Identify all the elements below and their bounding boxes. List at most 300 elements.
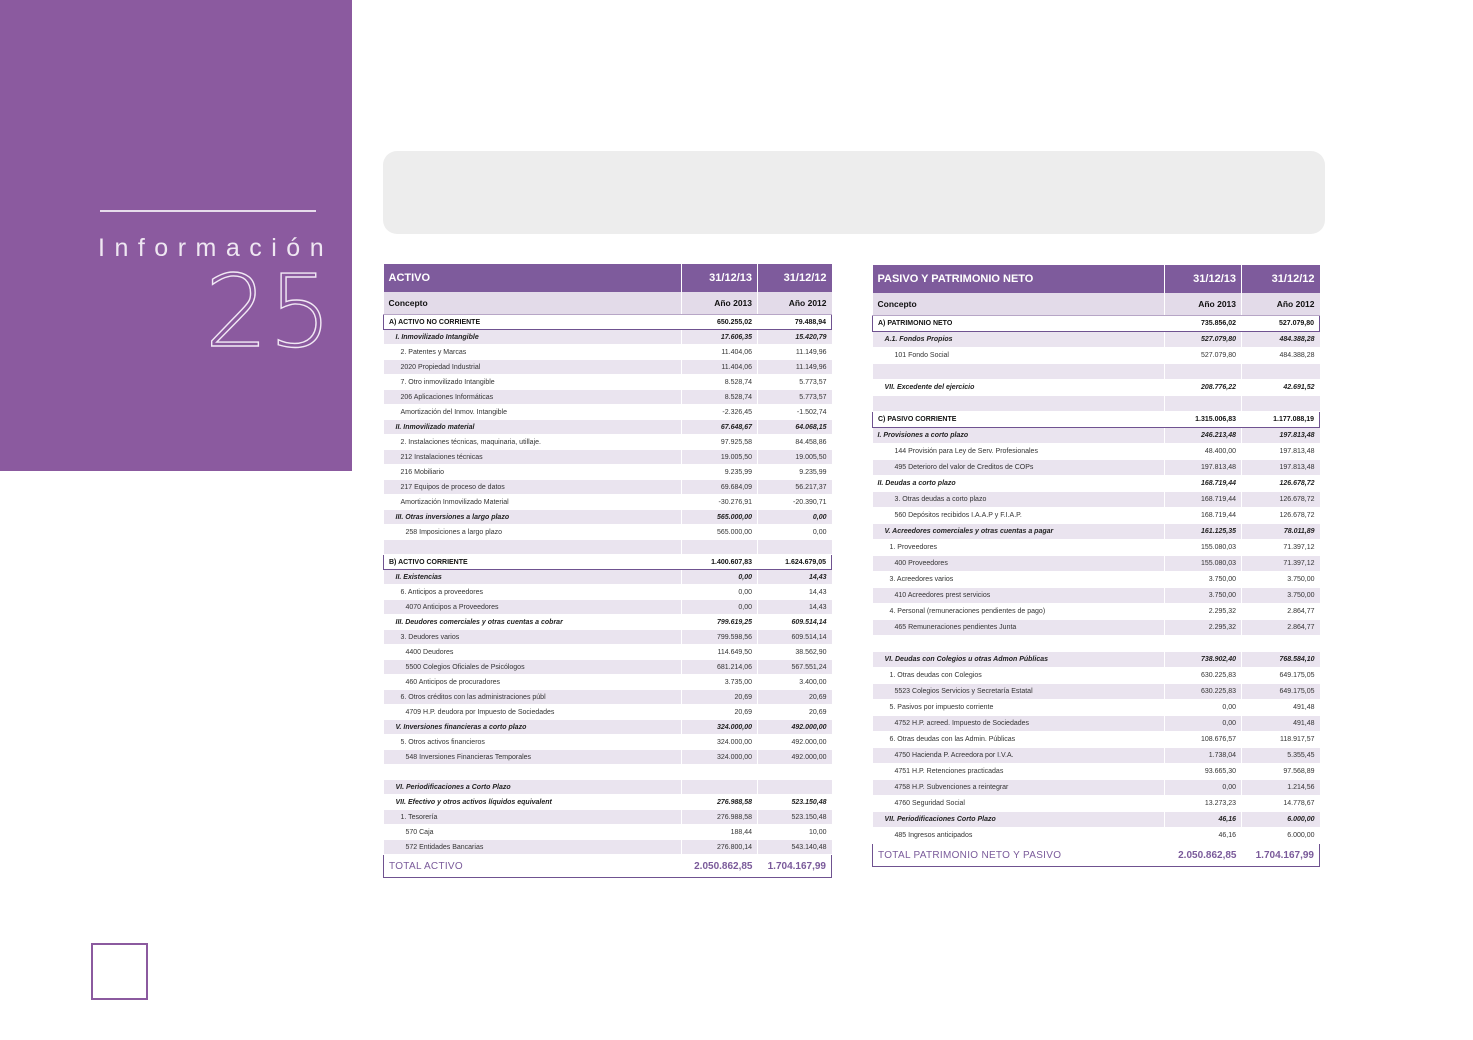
row-value-2012: 9.235,99 [758, 465, 832, 480]
table-row [873, 396, 1320, 412]
activo-table [383, 264, 832, 878]
row-concept: VII. Excedente del ejercicio [873, 380, 1165, 396]
row-value-2013: 48.400,00 [1165, 444, 1242, 460]
row-concept: V. Inversiones financieras a corto plazo [384, 720, 682, 735]
table-row [384, 660, 832, 675]
row-value-2012: -20.390,71 [758, 495, 832, 510]
row-value-2012 [1242, 636, 1320, 652]
table-row [384, 345, 832, 360]
row-value-2013: 17.606,35 [682, 330, 758, 345]
row-value-2012: 197.813,48 [1242, 444, 1320, 460]
table-row [873, 572, 1320, 588]
table-row [873, 684, 1320, 700]
row-value-2013: 1.315.006,83 [1165, 412, 1242, 428]
row-value-2013: 1.400.607,83 [682, 555, 758, 570]
row-value-2013 [682, 540, 758, 555]
table-row [384, 435, 832, 450]
table-row [384, 330, 832, 345]
row-value-2012: 14.778,67 [1242, 796, 1320, 812]
row-concept: 4400 Deudores [384, 645, 682, 660]
row-value-2012: 118.917,57 [1242, 732, 1320, 748]
section-title: Información [98, 234, 334, 262]
row-value-2012 [758, 540, 832, 555]
row-value-2013: 0,00 [682, 585, 758, 600]
row-value-2013: 168.719,44 [1165, 508, 1242, 524]
table-row [873, 716, 1320, 732]
row-concept: 548 Inversiones Financieras Temporales [384, 750, 682, 765]
table-row [873, 412, 1320, 428]
row-concept: VII. Periodificaciones Corto Plazo [873, 812, 1165, 828]
table-row [873, 524, 1320, 540]
activo-total-label: TOTAL ACTIVO [384, 855, 682, 878]
table-row [873, 828, 1320, 844]
table-row [873, 508, 1320, 524]
row-concept: 460 Anticipos de procuradores [384, 675, 682, 690]
row-value-2013: 276.988,58 [682, 795, 758, 810]
row-value-2012: 3.750,00 [1242, 572, 1320, 588]
row-value-2013: 67.648,67 [682, 420, 758, 435]
table-row [873, 764, 1320, 780]
table-row [384, 795, 832, 810]
row-concept: 4070 Anticipos a Proveedores [384, 600, 682, 615]
row-value-2013: 11.404,06 [682, 345, 758, 360]
row-value-2013: 13.273,23 [1165, 796, 1242, 812]
row-value-2013: 20,69 [682, 690, 758, 705]
row-concept: 4758 H.P. Subvenciones a reintegrar [873, 780, 1165, 796]
row-concept: 2. Patentes y Marcas [384, 345, 682, 360]
row-concept: 570 Caja [384, 825, 682, 840]
table-row [873, 348, 1320, 364]
table-row [873, 668, 1320, 684]
row-concept: I. Inmovilizado Intangible [384, 330, 682, 345]
row-concept: 5500 Colegios Oficiales de Psicólogos [384, 660, 682, 675]
row-value-2013: 208.776,22 [1165, 380, 1242, 396]
row-value-2013: 681.214,06 [682, 660, 758, 675]
row-value-2012: 484.388,28 [1242, 348, 1320, 364]
row-value-2013: 527.079,80 [1165, 332, 1242, 348]
row-value-2013 [1165, 396, 1242, 412]
table-row [384, 765, 832, 780]
row-concept [873, 364, 1165, 380]
row-value-2012: 64.068,15 [758, 420, 832, 435]
row-concept: Amortización del Inmov. Intangible [384, 405, 682, 420]
activo-col2-date: 31/12/12 [758, 264, 832, 292]
row-value-2013: 630.225,83 [1165, 684, 1242, 700]
row-value-2012: 15.420,79 [758, 330, 832, 345]
row-concept: II. Existencias [384, 570, 682, 585]
table-row [873, 476, 1320, 492]
table-row [384, 780, 832, 795]
row-value-2013: 69.684,09 [682, 480, 758, 495]
row-concept: 7. Otro inmovilizado Intangible [384, 375, 682, 390]
row-concept: 465 Remuneraciones pendientes Junta [873, 620, 1165, 636]
row-value-2012: 19.005,50 [758, 450, 832, 465]
row-value-2013: 114.649,50 [682, 645, 758, 660]
table-row [384, 600, 832, 615]
row-value-2012: 0,00 [758, 510, 832, 525]
row-value-2013: 161.125,35 [1165, 524, 1242, 540]
table-row [873, 556, 1320, 572]
row-value-2013: 155.080,03 [1165, 540, 1242, 556]
row-value-2012: 1.214,56 [1242, 780, 1320, 796]
table-row [384, 555, 832, 570]
row-value-2013: 8.528,74 [682, 390, 758, 405]
row-value-2012: 3.750,00 [1242, 588, 1320, 604]
row-value-2013: 3.750,00 [1165, 588, 1242, 604]
pasivo-subheader-row [873, 293, 1320, 316]
row-concept: 1. Proveedores [873, 540, 1165, 556]
row-concept: 1. Otras deudas con Colegios [873, 668, 1165, 684]
row-concept: II. Deudas a corto plazo [873, 476, 1165, 492]
row-value-2012: 42.691,52 [1242, 380, 1320, 396]
table-row [384, 585, 832, 600]
row-concept: 212 Instalaciones técnicas [384, 450, 682, 465]
row-value-2013: 630.225,83 [1165, 668, 1242, 684]
activo-col1-date: 31/12/13 [682, 264, 758, 292]
row-concept: 3. Deudores varios [384, 630, 682, 645]
header-panel [383, 151, 1325, 234]
row-concept: 1. Tesorería [384, 810, 682, 825]
row-value-2013: 155.080,03 [1165, 556, 1242, 572]
table-row [384, 630, 832, 645]
table-row [384, 690, 832, 705]
row-concept [384, 540, 682, 555]
table-row [873, 428, 1320, 444]
activo-year2: Año 2012 [758, 292, 832, 315]
row-value-2013: -30.276,91 [682, 495, 758, 510]
table-row [873, 332, 1320, 348]
table-row [873, 364, 1320, 380]
row-concept [873, 396, 1165, 412]
row-concept: 5. Otros activos financieros [384, 735, 682, 750]
row-value-2013: 276.800,14 [682, 840, 758, 855]
row-concept: B) ACTIVO CORRIENTE [384, 555, 682, 570]
row-concept: VI. Deudas con Colegios u otras Admon Públicas [873, 652, 1165, 668]
row-value-2012: 523.150,48 [758, 810, 832, 825]
row-value-2012: 14,43 [758, 570, 832, 585]
table-row [873, 540, 1320, 556]
row-value-2012: 197.813,48 [1242, 428, 1320, 444]
table-row [384, 465, 832, 480]
row-concept: 6. Anticipos a proveedores [384, 585, 682, 600]
row-value-2013: 11.404,06 [682, 360, 758, 375]
row-value-2013 [682, 780, 758, 795]
pasivo-total-2012: 1.704.167,99 [1242, 844, 1320, 867]
row-concept: 4. Personal (remuneraciones pendientes de pago) [873, 604, 1165, 620]
row-concept: 4751 H.P. Retenciones practicadas [873, 764, 1165, 780]
activo-header-row [384, 264, 832, 292]
row-value-2013: 197.813,48 [1165, 460, 1242, 476]
row-value-2012: 5.355,45 [1242, 748, 1320, 764]
table-row [873, 460, 1320, 476]
row-value-2013: 0,00 [1165, 780, 1242, 796]
row-concept: 206 Aplicaciones Informáticas [384, 390, 682, 405]
pasivo-total-2013: 2.050.862,85 [1165, 844, 1242, 867]
row-concept: III. Otras inversiones a largo plazo [384, 510, 682, 525]
row-concept [384, 765, 682, 780]
table-row [873, 316, 1320, 332]
row-value-2013: 0,00 [682, 570, 758, 585]
table-row [873, 780, 1320, 796]
table-row [873, 492, 1320, 508]
row-concept: 572 Entidades Bancarias [384, 840, 682, 855]
row-value-2013 [1165, 636, 1242, 652]
row-value-2013: 1.738,04 [1165, 748, 1242, 764]
row-value-2012: 2.864,77 [1242, 620, 1320, 636]
table-row [384, 390, 832, 405]
table-row [873, 444, 1320, 460]
row-concept: 2020 Propiedad Industrial [384, 360, 682, 375]
row-value-2012: 492.000,00 [758, 720, 832, 735]
row-value-2012: 609.514,14 [758, 615, 832, 630]
row-value-2012 [1242, 396, 1320, 412]
row-value-2013: 324.000,00 [682, 750, 758, 765]
row-value-2012: 609.514,14 [758, 630, 832, 645]
row-value-2013: 3.750,00 [1165, 572, 1242, 588]
row-value-2013 [682, 765, 758, 780]
row-value-2013 [1165, 364, 1242, 380]
activo-title: ACTIVO [384, 264, 682, 292]
pasivo-col2-date: 31/12/12 [1242, 265, 1320, 293]
activo-subheader-row [384, 292, 832, 315]
row-concept: 216 Mobiliario [384, 465, 682, 480]
table-row [384, 675, 832, 690]
row-value-2012: 10,00 [758, 825, 832, 840]
row-value-2013: 324.000,00 [682, 735, 758, 750]
row-concept: 4709 H.P. deudora por Impuesto de Sociedades [384, 705, 682, 720]
row-value-2013: 20,69 [682, 705, 758, 720]
row-value-2012: 79.488,94 [758, 315, 832, 330]
row-concept: 217 Equipos de proceso de datos [384, 480, 682, 495]
row-value-2013: 188,44 [682, 825, 758, 840]
row-value-2013: 97.925,58 [682, 435, 758, 450]
pasivo-concept-label: Concepto [873, 293, 1165, 316]
row-concept: 410 Acreedores prest servicios [873, 588, 1165, 604]
row-value-2012: 6.000,00 [1242, 812, 1320, 828]
table-row [384, 420, 832, 435]
table-row [384, 840, 832, 855]
row-value-2012: 126.678,72 [1242, 492, 1320, 508]
row-concept: 2. Instalaciones técnicas, maquinaria, utillaje. [384, 435, 682, 450]
row-value-2013: 799.619,25 [682, 615, 758, 630]
row-value-2012: 649.175,05 [1242, 668, 1320, 684]
row-value-2012: -1.502,74 [758, 405, 832, 420]
table-row [384, 360, 832, 375]
row-value-2013: 0,00 [1165, 716, 1242, 732]
row-concept: 258 Imposiciones a largo plazo [384, 525, 682, 540]
row-value-2012: 492.000,00 [758, 735, 832, 750]
row-value-2013: 650.255,02 [682, 315, 758, 330]
row-value-2012: 484.388,28 [1242, 332, 1320, 348]
table-row [384, 375, 832, 390]
table-row [873, 732, 1320, 748]
row-value-2012: 6.000,00 [1242, 828, 1320, 844]
table-row [384, 315, 832, 330]
row-value-2012: 11.149,96 [758, 345, 832, 360]
row-value-2013: 565.000,00 [682, 525, 758, 540]
row-value-2012: 768.584,10 [1242, 652, 1320, 668]
table-row [384, 450, 832, 465]
table-row [384, 735, 832, 750]
row-value-2012: 0,00 [758, 525, 832, 540]
row-value-2013: 735.856,02 [1165, 316, 1242, 332]
row-value-2012: 543.140,48 [758, 840, 832, 855]
row-value-2012: 56.217,37 [758, 480, 832, 495]
row-value-2012: 14,43 [758, 600, 832, 615]
row-value-2012: 38.562,90 [758, 645, 832, 660]
table-row [873, 812, 1320, 828]
row-value-2012: 20,69 [758, 690, 832, 705]
row-value-2012: 11.149,96 [758, 360, 832, 375]
row-value-2012: 126.678,72 [1242, 508, 1320, 524]
row-value-2013: 565.000,00 [682, 510, 758, 525]
table-row [384, 615, 832, 630]
row-concept [873, 636, 1165, 652]
row-concept: 5. Pasivos por impuesto corriente [873, 700, 1165, 716]
table-row [384, 810, 832, 825]
pasivo-header-row [873, 265, 1320, 293]
table-row [384, 720, 832, 735]
activo-total-2013: 2.050.862,85 [682, 855, 758, 878]
row-value-2012: 97.568,89 [1242, 764, 1320, 780]
table-row [384, 750, 832, 765]
table-row [873, 588, 1320, 604]
table-row [873, 604, 1320, 620]
row-value-2012: 491,48 [1242, 700, 1320, 716]
row-concept: 495 Deterioro del valor de Creditos de COPs [873, 460, 1165, 476]
row-value-2013: 0,00 [1165, 700, 1242, 716]
table-row [384, 510, 832, 525]
row-value-2012: 649.175,05 [1242, 684, 1320, 700]
row-concept: 485 Ingresos anticipados [873, 828, 1165, 844]
row-concept: A) PATRIMONIO NETO [873, 316, 1165, 332]
table-row [384, 405, 832, 420]
activo-year1: Año 2013 [682, 292, 758, 315]
table-row [873, 636, 1320, 652]
row-value-2013: 527.079,80 [1165, 348, 1242, 364]
row-value-2012: 78.011,89 [1242, 524, 1320, 540]
row-value-2013: 324.000,00 [682, 720, 758, 735]
row-concept: 400 Proveedores [873, 556, 1165, 572]
row-value-2013: 2.295,32 [1165, 604, 1242, 620]
row-value-2012: 527.079,80 [1242, 316, 1320, 332]
pasivo-year2: Año 2012 [1242, 293, 1320, 316]
row-value-2012: 492.000,00 [758, 750, 832, 765]
row-value-2013: 168.719,44 [1165, 476, 1242, 492]
row-value-2012: 71.397,12 [1242, 556, 1320, 572]
pasivo-table [872, 265, 1320, 867]
row-concept: III. Deudores comerciales y otras cuentas a cobrar [384, 615, 682, 630]
row-value-2013: 93.665,30 [1165, 764, 1242, 780]
row-concept: Amortización Inmovilizado Material [384, 495, 682, 510]
pasivo-year1: Año 2013 [1165, 293, 1242, 316]
row-concept: A) ACTIVO NO CORRIENTE [384, 315, 682, 330]
table-row [384, 705, 832, 720]
row-concept: 3. Acreedores varios [873, 572, 1165, 588]
row-value-2013: 0,00 [682, 600, 758, 615]
row-value-2012: 126.678,72 [1242, 476, 1320, 492]
row-value-2013: 19.005,50 [682, 450, 758, 465]
row-value-2013: 8.528,74 [682, 375, 758, 390]
banner-divider [100, 210, 316, 212]
pasivo-title: PASIVO Y PATRIMONIO NETO [873, 265, 1165, 293]
row-value-2013: 46,16 [1165, 828, 1242, 844]
section-number: 25 [204, 253, 332, 370]
table-row [384, 525, 832, 540]
row-value-2012: 523.150,48 [758, 795, 832, 810]
page-number-box [91, 943, 148, 1000]
table-row [384, 825, 832, 840]
row-value-2013: 738.902,40 [1165, 652, 1242, 668]
row-concept: 6. Otras deudas con las Admin. Públicas [873, 732, 1165, 748]
row-value-2012: 491,48 [1242, 716, 1320, 732]
row-concept: 4752 H.P. acreed. Impuesto de Sociedades [873, 716, 1165, 732]
table-row [873, 652, 1320, 668]
row-concept: C) PASIVO CORRIENTE [873, 412, 1165, 428]
table-row [873, 620, 1320, 636]
row-concept: I. Provisiones a corto plazo [873, 428, 1165, 444]
row-value-2013: 3.735,00 [682, 675, 758, 690]
row-value-2012 [1242, 364, 1320, 380]
row-concept: 144 Provisión para Ley de Serv. Profesionales [873, 444, 1165, 460]
row-concept: V. Acreedores comerciales y otras cuentas a pagar [873, 524, 1165, 540]
row-value-2012: 1.177.088,19 [1242, 412, 1320, 428]
activo-concept-label: Concepto [384, 292, 682, 315]
activo-total-2012: 1.704.167,99 [758, 855, 832, 878]
row-value-2013: 9.235,99 [682, 465, 758, 480]
row-value-2013: 46,16 [1165, 812, 1242, 828]
row-value-2013: -2.326,45 [682, 405, 758, 420]
table-row [384, 540, 832, 555]
row-value-2013: 799.598,56 [682, 630, 758, 645]
row-concept: 4750 Hacienda P. Acreedora por I.V.A. [873, 748, 1165, 764]
row-value-2012 [758, 765, 832, 780]
row-value-2012: 567.551,24 [758, 660, 832, 675]
row-value-2012: 84.458,86 [758, 435, 832, 450]
row-value-2012: 1.624.679,05 [758, 555, 832, 570]
row-value-2012: 14,43 [758, 585, 832, 600]
row-concept: A.1. Fondos Propios [873, 332, 1165, 348]
row-concept: 3. Otras deudas a corto plazo [873, 492, 1165, 508]
row-value-2013: 246.213,48 [1165, 428, 1242, 444]
table-row [873, 796, 1320, 812]
table-row [384, 570, 832, 585]
row-value-2012: 2.864,77 [1242, 604, 1320, 620]
pasivo-col1-date: 31/12/13 [1165, 265, 1242, 293]
row-value-2012: 20,69 [758, 705, 832, 720]
table-row [873, 748, 1320, 764]
activo-total-row [384, 855, 832, 878]
row-concept: VII. Efectivo y otros activos líquidos equivalent [384, 795, 682, 810]
row-concept: 6. Otros créditos con las administraciones públ [384, 690, 682, 705]
row-concept: VI. Periodificaciones a Corto Plazo [384, 780, 682, 795]
pasivo-total-label: TOTAL PATRIMONIO NETO Y PASIVO [873, 844, 1165, 867]
row-value-2012: 5.773,57 [758, 375, 832, 390]
table-row [873, 700, 1320, 716]
row-concept: II. Inmovilizado material [384, 420, 682, 435]
row-concept: 4760 Seguridad Social [873, 796, 1165, 812]
row-value-2012 [758, 780, 832, 795]
row-value-2012: 71.397,12 [1242, 540, 1320, 556]
table-row [384, 480, 832, 495]
row-concept: 5523 Colegios Servicios y Secretaría Estatal [873, 684, 1165, 700]
row-value-2013: 276.988,58 [682, 810, 758, 825]
row-value-2013: 168.719,44 [1165, 492, 1242, 508]
row-value-2012: 197.813,48 [1242, 460, 1320, 476]
table-row [384, 645, 832, 660]
table-row [873, 380, 1320, 396]
row-value-2012: 3.400,00 [758, 675, 832, 690]
